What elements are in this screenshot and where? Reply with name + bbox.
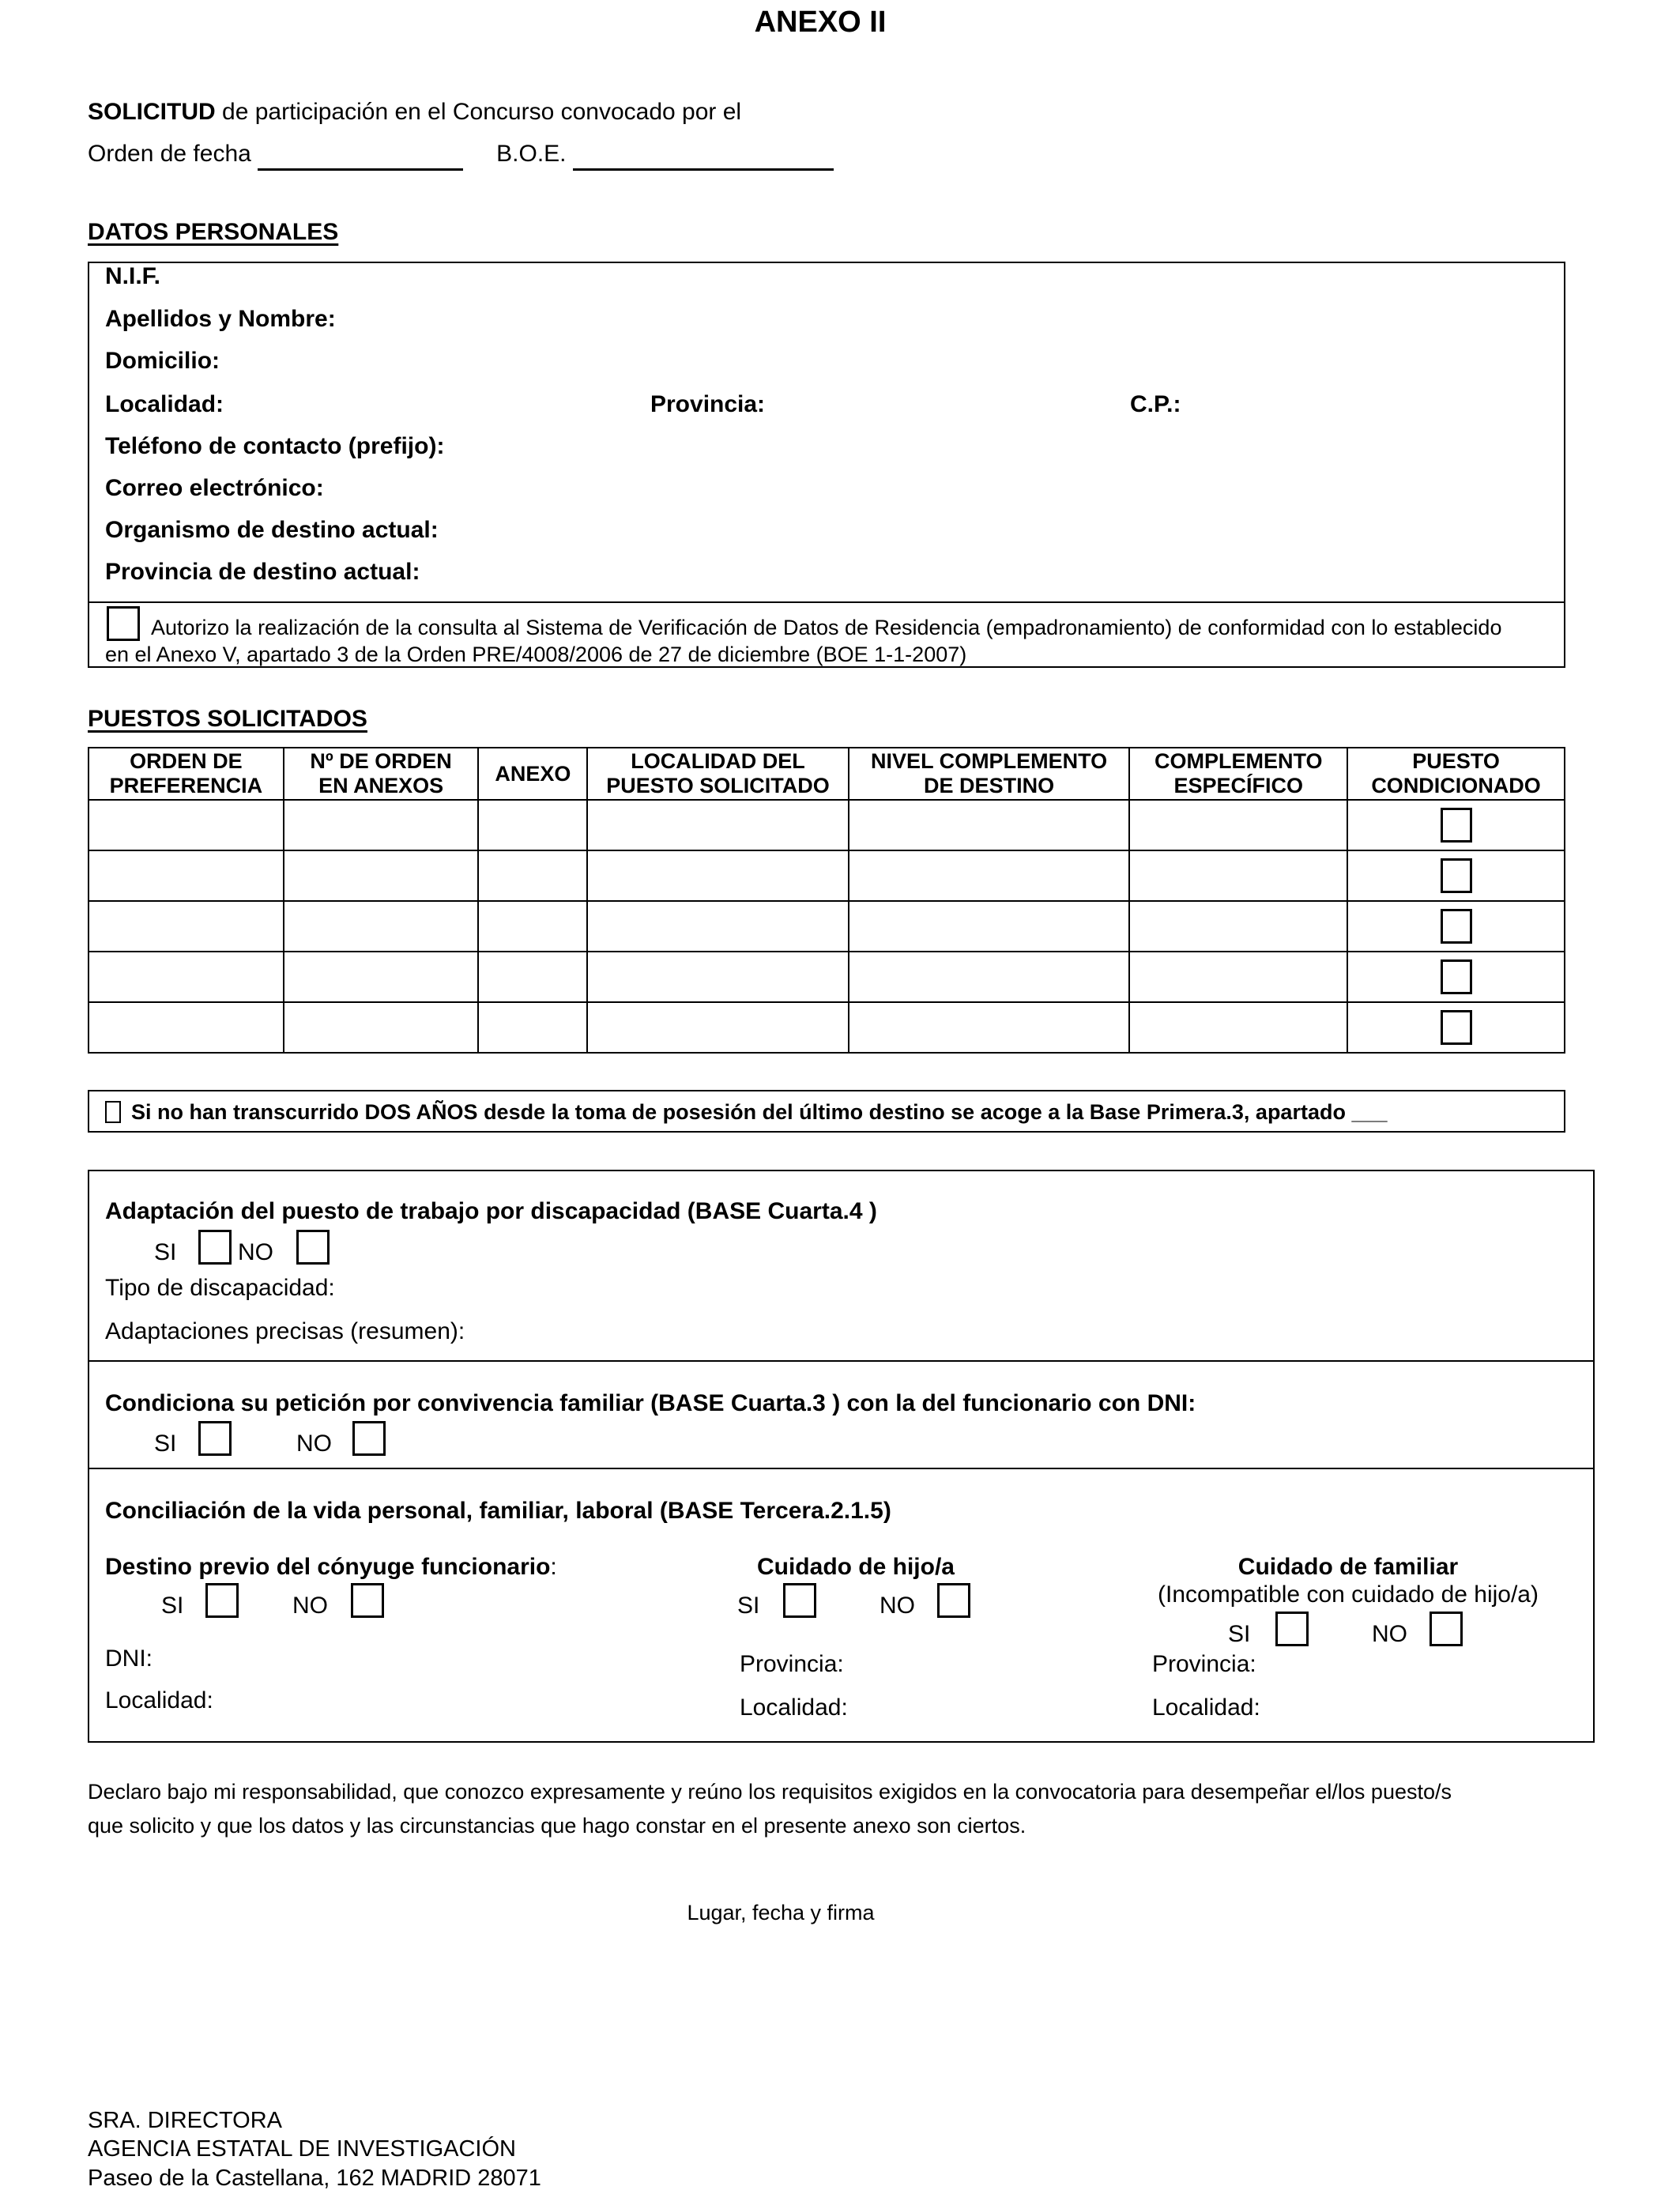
puesto-condicionado-checkbox[interactable] xyxy=(1441,909,1472,944)
conyuge-dni-label: DNI: xyxy=(105,1646,153,1672)
table-cell[interactable] xyxy=(284,952,479,1002)
table-cell[interactable] xyxy=(849,800,1130,850)
autorizo-checkbox[interactable] xyxy=(107,606,140,641)
table-cell[interactable] xyxy=(1347,1002,1565,1053)
provincia-destino-label: Provincia de destino actual: xyxy=(105,559,420,585)
hijo-localidad-label: Localidad: xyxy=(740,1695,848,1721)
conyuge-localidad-label: Localidad: xyxy=(105,1687,213,1713)
adaptacion-si-checkbox[interactable] xyxy=(198,1230,232,1265)
column-header-line: EN ANEXOS xyxy=(318,774,444,797)
familiar-title: Cuidado de familiar xyxy=(1237,1554,1459,1580)
table-cell[interactable] xyxy=(478,1002,587,1053)
solicitud-line xyxy=(88,98,741,126)
column-header-line: PREFERENCIA xyxy=(109,774,263,797)
table-cell[interactable] xyxy=(1347,800,1565,850)
conciliacion-title: Conciliación de la vida personal, familiar, laboral (BASE Tercera.2.1.5) xyxy=(105,1498,891,1524)
table-cell[interactable] xyxy=(89,850,284,901)
dos-anos-bold: DOS AÑOS xyxy=(364,1100,478,1124)
column-header-line: Nº DE ORDEN xyxy=(310,749,452,773)
table-cell[interactable] xyxy=(478,850,587,901)
table-cell[interactable] xyxy=(849,1002,1130,1053)
condiciona-si-checkbox[interactable] xyxy=(198,1421,232,1456)
table-cell[interactable] xyxy=(284,850,479,901)
column-header xyxy=(587,748,848,800)
conyuge-title-text: Destino previo del cónyuge funcionario xyxy=(105,1554,551,1580)
puesto-condicionado-checkbox[interactable] xyxy=(1441,959,1472,994)
tipo-discapacidad-label: Tipo de discapacidad: xyxy=(105,1275,335,1301)
divider xyxy=(88,1360,1595,1362)
table-cell[interactable] xyxy=(1347,850,1565,901)
adaptacion-no-label: NO xyxy=(238,1239,273,1265)
table-cell[interactable] xyxy=(1129,850,1347,901)
conyuge-title xyxy=(105,1553,557,1581)
table-cell[interactable] xyxy=(1129,952,1347,1002)
firma-label: Lugar, fecha y firma xyxy=(687,1901,875,1924)
dos-anos-part1: Si no han transcurrido xyxy=(131,1100,365,1124)
puesto-condicionado-checkbox[interactable] xyxy=(1441,808,1472,843)
column-header-line: ORDEN DE xyxy=(130,749,243,773)
telefono-label: Teléfono de contacto (prefijo): xyxy=(105,433,445,459)
familiar-provincia-label: Provincia: xyxy=(1152,1651,1256,1677)
dos-anos-text xyxy=(131,1098,1388,1126)
datos-personales-heading: DATOS PERSONALES xyxy=(88,219,339,245)
table-cell[interactable] xyxy=(89,1002,284,1053)
table-cell[interactable] xyxy=(89,952,284,1002)
familiar-subtitle: (Incompatible con cuidado de hijo/a) xyxy=(1158,1581,1539,1608)
destinatario-line-1: SRA. DIRECTORA xyxy=(88,2108,283,2133)
divider xyxy=(88,601,1565,603)
condiciona-si-label: SI xyxy=(154,1431,177,1457)
table-cell[interactable] xyxy=(284,800,479,850)
table-cell[interactable] xyxy=(1129,1002,1347,1053)
organismo-label: Organismo de destino actual: xyxy=(105,517,439,543)
condiciona-no-checkbox[interactable] xyxy=(352,1421,386,1456)
hijo-si-checkbox[interactable] xyxy=(783,1583,816,1618)
destinatario-line-3: Paseo de la Castellana, 162 MADRID 28071 xyxy=(88,2166,541,2191)
column-header xyxy=(284,748,479,800)
column-header xyxy=(89,748,284,800)
column-header-line: PUESTO SOLICITADO xyxy=(606,774,830,797)
table-row xyxy=(89,800,1565,850)
table-header-row xyxy=(89,748,1565,800)
page-title: ANEXO II xyxy=(754,6,887,39)
table-cell[interactable] xyxy=(478,800,587,850)
autorizo-text-1: Autorizo la realización de la consulta al Sistema de Verificación de Datos de Residencia (empadronamiento) de conformidad con lo establecido xyxy=(151,616,1502,639)
familiar-localidad-label: Localidad: xyxy=(1152,1695,1260,1721)
hijo-title: Cuidado de hijo/a xyxy=(756,1554,955,1580)
familiar-no-checkbox[interactable] xyxy=(1430,1612,1463,1646)
condiciona-no-label: NO xyxy=(296,1431,332,1457)
table-cell[interactable] xyxy=(587,952,848,1002)
divider xyxy=(88,1468,1595,1469)
solicitud-label: SOLICITUD xyxy=(88,99,216,125)
domicilio-label: Domicilio: xyxy=(105,348,220,374)
hijo-si-label: SI xyxy=(737,1593,760,1619)
table-cell[interactable] xyxy=(849,850,1130,901)
table-cell[interactable] xyxy=(89,800,284,850)
table-row xyxy=(89,952,1565,1002)
adaptacion-si-label: SI xyxy=(154,1239,177,1265)
table-cell[interactable] xyxy=(587,901,848,952)
declaro-text-2: que solicito y que los datos y las circunstancias que hago constar en el presente anexo son ciertos. xyxy=(88,1814,1026,1838)
table-cell[interactable] xyxy=(284,1002,479,1053)
puestos-heading: PUESTOS SOLICITADOS xyxy=(88,706,367,732)
column-header-line: ESPECÍFICO xyxy=(1173,774,1303,797)
column-header xyxy=(849,748,1130,800)
table-cell[interactable] xyxy=(849,952,1130,1002)
dos-anos-part2: desde la toma de posesión del último destino se acoge a la xyxy=(477,1100,1090,1124)
localidad-label: Localidad: xyxy=(105,391,224,417)
correo-label: Correo electrónico: xyxy=(105,475,324,501)
table-cell[interactable] xyxy=(587,1002,848,1053)
table-cell[interactable] xyxy=(1347,901,1565,952)
puesto-condicionado-checkbox[interactable] xyxy=(1441,858,1472,893)
destinatario-line-2: AGENCIA ESTATAL DE INVESTIGACIÓN xyxy=(88,2136,516,2162)
conyuge-title-colon: : xyxy=(550,1554,557,1580)
column-header-line: ANEXO xyxy=(495,761,571,786)
orden-label: Orden de fecha xyxy=(88,141,251,167)
cp-label: C.P.: xyxy=(1130,391,1181,417)
table-cell[interactable] xyxy=(587,800,848,850)
adaptacion-no-checkbox[interactable] xyxy=(296,1230,330,1265)
conyuge-no-label: NO xyxy=(292,1593,328,1619)
adaptaciones-label: Adaptaciones precisas (resumen): xyxy=(105,1318,465,1344)
table-cell[interactable] xyxy=(587,850,848,901)
column-header xyxy=(1129,748,1347,800)
table-row xyxy=(89,850,1565,901)
column-header xyxy=(1347,748,1565,800)
table-row xyxy=(89,901,1565,952)
apellidos-label: Apellidos y Nombre: xyxy=(105,306,336,332)
column-header-line: DE DESTINO xyxy=(924,774,1055,797)
declaro-text-1: Declaro bajo mi responsabilidad, que conozco expresamente y reúno los requisitos exigidos en la convocatoria para desempeñar el/los puesto/s xyxy=(88,1780,1452,1804)
hijo-no-checkbox[interactable] xyxy=(937,1583,970,1618)
conyuge-si-label: SI xyxy=(161,1593,184,1619)
conyuge-si-checkbox[interactable] xyxy=(205,1583,239,1618)
boe-label: B.O.E. xyxy=(496,141,567,167)
column-header-line: NIVEL COMPLEMENTO xyxy=(871,749,1108,773)
solicitud-text: de participación en el Concurso convocado por el xyxy=(215,99,742,125)
autorizo-text-2: en el Anexo V, apartado 3 de la Orden PRE/4008/2006 de 27 de diciembre (BOE 1-1-2007) xyxy=(105,643,967,666)
familiar-si-checkbox[interactable] xyxy=(1275,1612,1309,1646)
table-cell[interactable] xyxy=(478,952,587,1002)
conyuge-no-checkbox[interactable] xyxy=(351,1583,384,1618)
table-cell[interactable] xyxy=(1347,952,1565,1002)
column-header-line: CONDICIONADO xyxy=(1371,774,1541,797)
familiar-no-label: NO xyxy=(1372,1621,1407,1647)
column-header-line: PUESTO xyxy=(1412,749,1500,773)
condiciona-title: Condiciona su petición por convivencia familiar (BASE Cuarta.3 ) con la del funcionario con DNI: xyxy=(105,1390,1196,1416)
orden-line xyxy=(88,140,834,171)
orden-fecha-field[interactable] xyxy=(258,140,463,171)
table-cell[interactable] xyxy=(1129,800,1347,850)
dos-anos-part3: , apartado ___ xyxy=(1243,1100,1388,1124)
puestos-table xyxy=(88,747,1565,1054)
provincia-label: Provincia: xyxy=(650,391,766,417)
column-header xyxy=(478,748,587,800)
table-cell[interactable] xyxy=(1129,901,1347,952)
table-cell[interactable] xyxy=(284,901,479,952)
column-header-line: COMPLEMENTO xyxy=(1154,749,1323,773)
dos-anos-checkbox[interactable] xyxy=(105,1101,121,1123)
table-cell[interactable] xyxy=(89,901,284,952)
table-cell[interactable] xyxy=(849,901,1130,952)
hijo-provincia-label: Provincia: xyxy=(740,1651,844,1677)
boe-field[interactable] xyxy=(573,140,834,171)
familiar-si-label: SI xyxy=(1228,1621,1251,1647)
hijo-no-label: NO xyxy=(880,1593,915,1619)
puesto-condicionado-checkbox[interactable] xyxy=(1441,1010,1472,1045)
table-cell[interactable] xyxy=(478,901,587,952)
column-header-line: LOCALIDAD DEL xyxy=(631,749,805,773)
adaptacion-title: Adaptación del puesto de trabajo por discapacidad (BASE Cuarta.4 ) xyxy=(105,1198,877,1224)
table-row xyxy=(89,1002,1565,1053)
nif-label: N.I.F. xyxy=(105,263,161,289)
dos-anos-base: Base Primera.3 xyxy=(1089,1100,1244,1124)
